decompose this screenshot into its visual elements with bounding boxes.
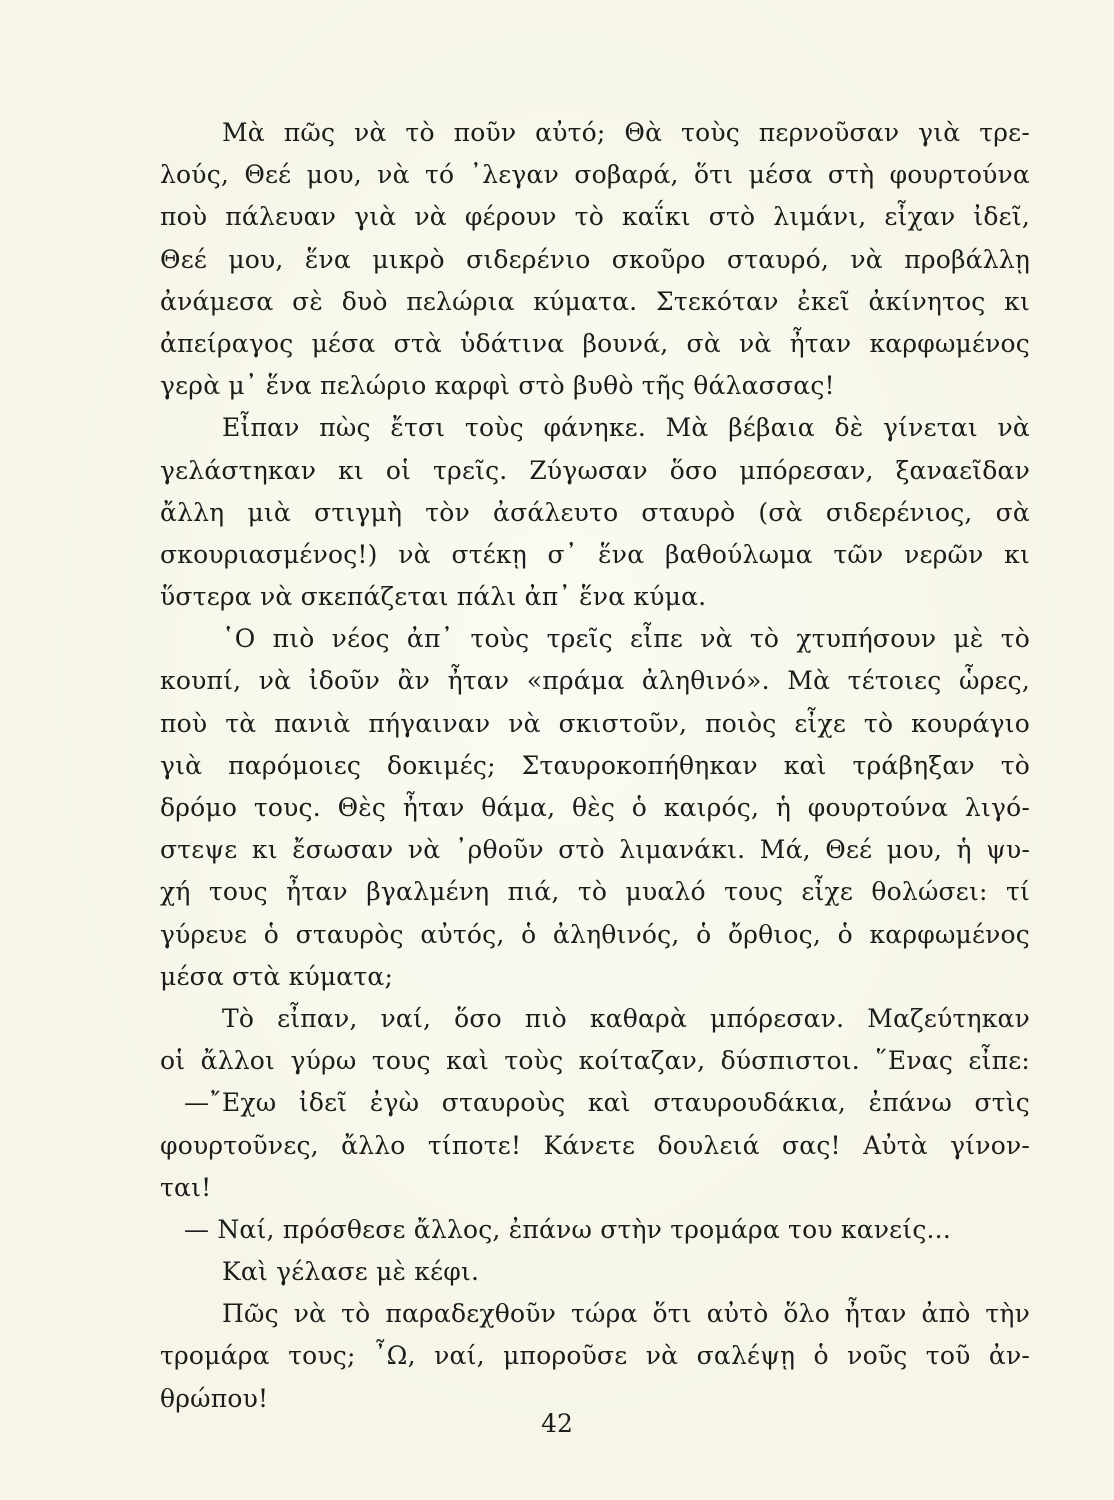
text-line: κουπί, νὰ ἰδοῦν ἂν ἦταν «πράμα ἀληθινό». Μὰ τέτοιες ὧρες,: [160, 666, 1030, 696]
text-line: ἀπείραγος μέσα στὰ ὑδάτινα βουνά, σὰ νὰ ἦταν καρφωμένος: [160, 328, 1030, 358]
text-line: μέσα στὰ κύματα;: [160, 961, 394, 991]
text-line: Πῶς νὰ τὸ παραδεχθοῦν τώρα ὅτι αὐτὸ ὅλο ἦταν ἀπὸ τὴν: [222, 1299, 1030, 1329]
text-line: ποὺ τὰ πανιὰ πήγαιναν νὰ σκιστοῦν, ποιὸς εἶχε τὸ κουράγιο: [160, 708, 1030, 738]
text-line: ἀνάμεσα σὲ δυὸ πελώρια κύματα. Στεκόταν ἐκεῖ ἀκίνητος κι: [160, 286, 1030, 316]
text-line: δρόμο τους. Θὲς ἦταν θάμα, θὲς ὁ καιρός, ἡ φουρτούνα λιγό-: [160, 793, 1030, 822]
text-line: γιὰ παρόμοιες δοκιμές; Σταυροκοπήθηκαν καὶ τράβηξαν τὸ: [160, 750, 1030, 780]
text-line: ται!: [160, 1172, 212, 1202]
text-line: Μὰ πῶς νὰ τὸ ποῦν αὐτό; Θὰ τοὺς περνοῦσαν γιὰ τρε-: [222, 118, 1030, 147]
text-line: Καὶ γέλασε μὲ κέφι.: [222, 1257, 480, 1287]
text-line: Εἶπαν πὼς ἔτσι τοὺς φάνηκε. Μὰ βέβαια δὲ γίνεται νὰ: [222, 413, 1030, 443]
text-line: λούς, Θεέ μου, νὰ τό ᾽λεγαν σοβαρά, ὅτι μέσα στὴ φουρτούνα: [160, 160, 1030, 190]
text-line: θρώπου!: [160, 1383, 269, 1413]
text-line: Τὸ εἶπαν, ναί, ὅσο πιὸ καθαρὰ μπόρεσαν. Μαζεύτηκαν: [222, 1003, 1030, 1033]
text-line: χή τους ἦταν βγαλμένη πιά, τὸ μυαλό τους εἶχε θολώσει: τί: [160, 877, 1030, 907]
text-line: τρομάρα τους; ῏Ω, ναί, μποροῦσε νὰ σαλέψῃ ὁ νοῦς τοῦ ἀν-: [160, 1341, 1030, 1371]
text-line: οἱ ἄλλοι γύρω τους καὶ τοὺς κοίταζαν, δύσπιστοι. ῞Ενας εἶπε:: [160, 1046, 1030, 1076]
text-line: ποὺ πάλευαν γιὰ νὰ φέρουν τὸ καΐκι στὸ λιμάνι, εἶχαν ἰδεῖ,: [160, 202, 1030, 232]
text-line: ῾Ο πιὸ νέος ἀπ᾽ τοὺς τρεῖς εἶπε νὰ τὸ χτυπήσουν μὲ τὸ: [222, 624, 1030, 654]
text-line: σκουριασμένος!) νὰ στέκῃ σ᾽ ἕνα βαθούλωμα τῶν νερῶν κι: [160, 539, 1030, 569]
text-line: γελάστηκαν κι οἱ τρεῖς. Ζύγωσαν ὅσο μπόρεσαν, ξαναεῖδαν: [160, 455, 1030, 485]
text-line: ὕστερα νὰ σκεπάζεται πάλι ἀπ᾽ ἕνα κύμα.: [160, 582, 707, 612]
text-line: φουρτοῦνες, ἄλλο τίποτε! Κάνετε δουλειά σας! Αὐτὰ γίνον-: [160, 1130, 1030, 1160]
text-line: —῎Εχω ἰδεῖ ἐγὼ σταυροὺς καὶ σταυρουδάκια, ἐπάνω στὶς: [184, 1088, 1030, 1118]
text-line: γερὰ μ᾽ ἕνα πελώριο καρφὶ στὸ βυθὸ τῆς θάλασσας!: [160, 371, 835, 401]
text-line: Θεέ μου, ἕνα μικρὸ σιδερένιο σκοῦρο σταυρό, νὰ προβάλλῃ: [160, 244, 1030, 274]
text-line: γύρευε ὁ σταυρὸς αὐτός, ὁ ἀληθινός, ὁ ὄρθιος, ὁ καρφωμένος: [160, 919, 1030, 949]
text-line: — Ναί, πρόσθεσε ἄλλος, ἐπάνω στὴν τρομάρα του κανείς...: [184, 1214, 951, 1244]
body-text: [160, 112, 1030, 1420]
text-line: ἄλλη μιὰ στιγμὴ τὸν ἀσάλευτο σταυρὸ (σὰ σιδερένιος, σὰ: [160, 497, 1030, 527]
page-number: 42: [541, 1409, 573, 1438]
text-line: στεψε κι ἔσωσαν νὰ ᾽ρθοῦν στὸ λιμανάκι. Μά, Θεέ μου, ἡ ψυ-: [160, 835, 1030, 865]
